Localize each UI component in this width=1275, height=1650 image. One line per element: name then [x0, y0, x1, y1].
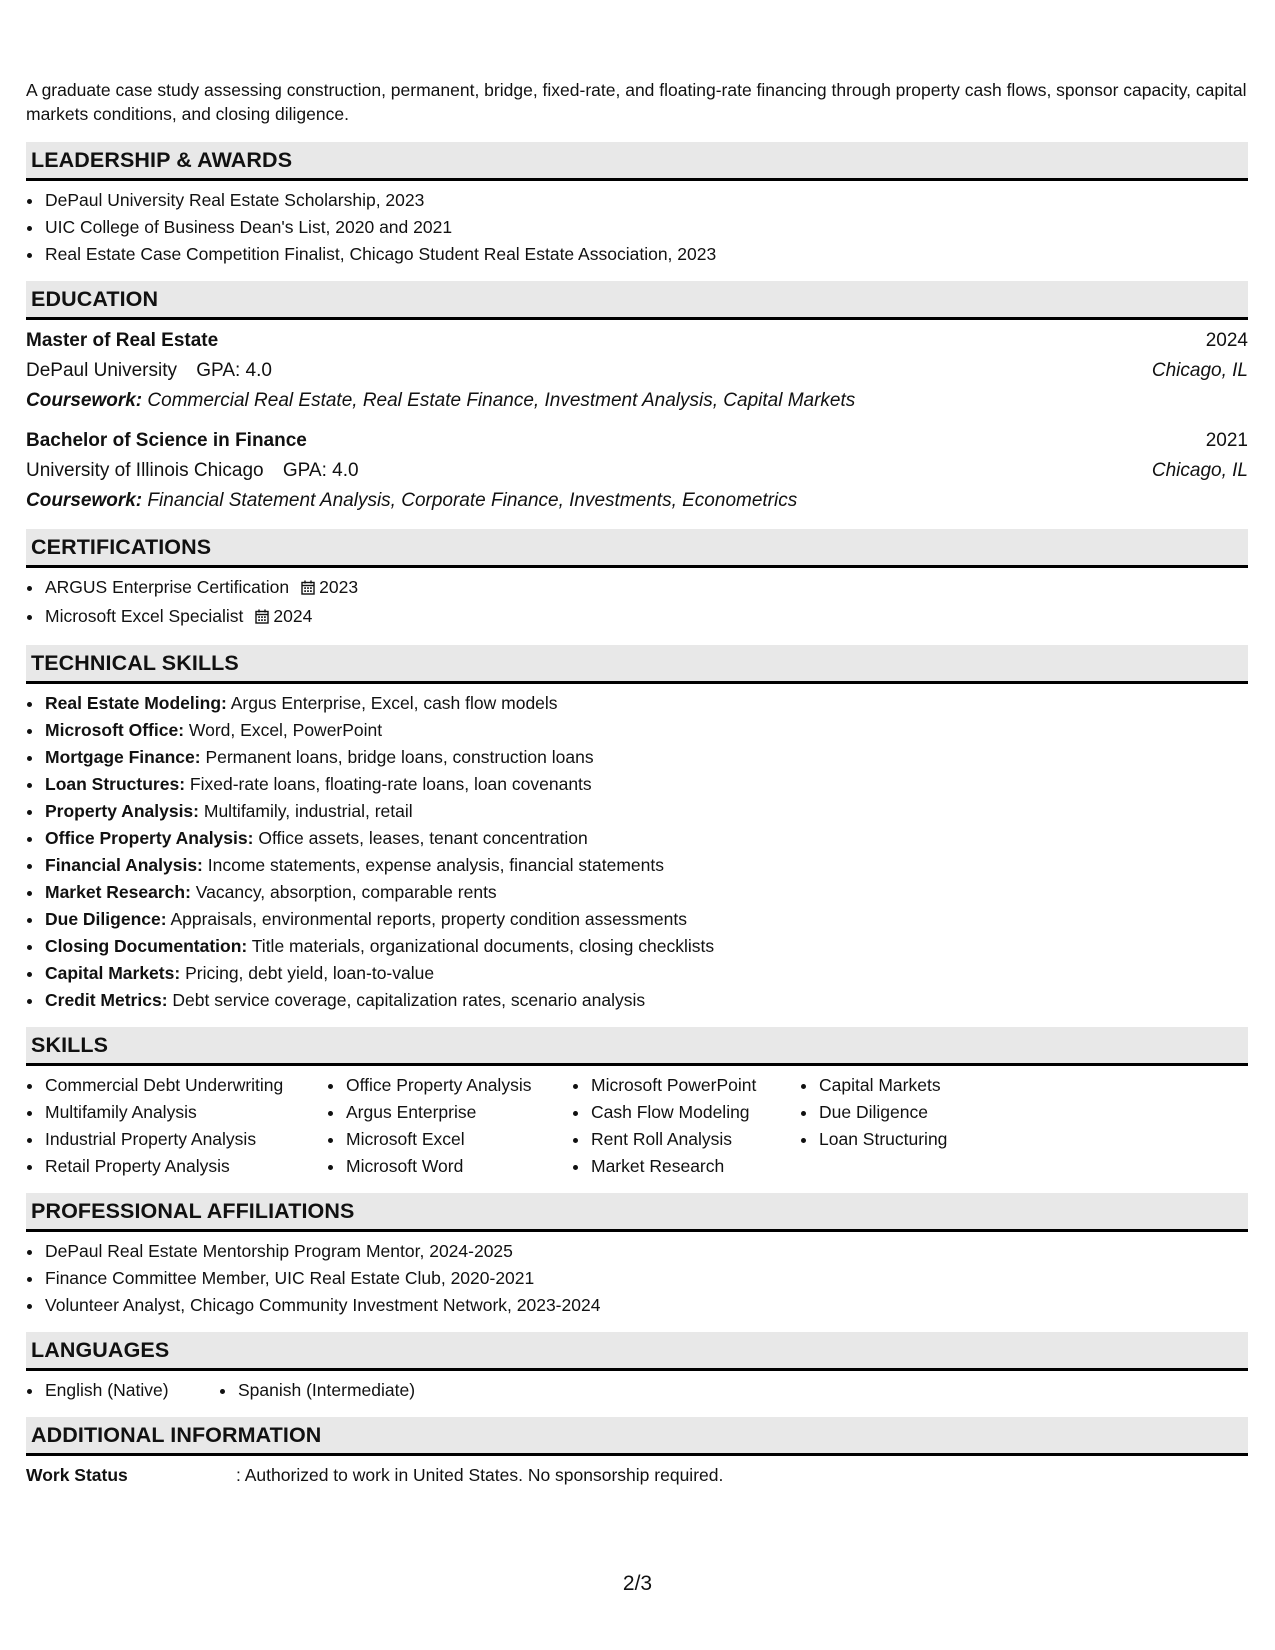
skill-category: Real Estate Modeling: — [45, 693, 227, 713]
language-item: • Spanish (Intermediate) — [237, 1377, 415, 1404]
skill-item: • Argus Enterprise — [345, 1099, 572, 1126]
certification-item — [44, 603, 1248, 632]
skill-item: • Retail Property Analysis — [44, 1153, 327, 1180]
skill-details: Argus Enterprise, Excel, cash flow models — [230, 693, 558, 713]
work-status-label: Work Status — [26, 1465, 128, 1485]
skill-details: Appraisals, environmental reports, property condition assessments — [170, 909, 687, 929]
technical-skill-item — [44, 744, 1248, 771]
skill-category: Property Analysis: — [45, 801, 199, 821]
skill-item: • Office Property Analysis — [345, 1072, 572, 1099]
technical-skill-item — [44, 960, 1248, 987]
resume-page — [26, 78, 1248, 1501]
technical-skill-item — [44, 717, 1248, 744]
skill-category: Financial Analysis: — [45, 855, 203, 875]
work-status-row — [26, 1462, 1248, 1488]
skill-item: • Market Research — [590, 1153, 800, 1180]
languages-section — [26, 1332, 1248, 1404]
certification-name: Microsoft Excel Specialist — [45, 606, 244, 626]
skill-item: • Rent Roll Analysis — [590, 1126, 800, 1153]
section-heading-education: EDUCATION — [26, 281, 1248, 320]
calendar-icon — [255, 605, 269, 632]
skill-category: Credit Metrics: — [45, 990, 168, 1010]
technical-skill-item — [44, 852, 1248, 879]
technical-skill-item — [44, 825, 1248, 852]
skill-category: Mortgage Finance: — [45, 747, 201, 767]
skill-details: Permanent loans, bridge loans, construction loans — [205, 747, 594, 767]
technical-skill-item — [44, 906, 1248, 933]
skill-item: • Microsoft PowerPoint — [590, 1072, 800, 1099]
section-heading-certifications: CERTIFICATIONS — [26, 529, 1248, 568]
skill-category: Loan Structures: — [45, 774, 186, 794]
section-heading-languages: LANGUAGES — [26, 1332, 1248, 1371]
skill-category: Microsoft Office: — [45, 720, 185, 740]
skill-category: Office Property Analysis: — [45, 828, 254, 848]
skill-item: • Commercial Debt Underwriting — [44, 1072, 327, 1099]
language-item: • English (Native) — [44, 1377, 219, 1404]
technical-skills-section — [26, 645, 1248, 1014]
school-location: Chicago, IL — [1151, 460, 1248, 481]
school-name: DePaul University — [26, 360, 177, 381]
certification-year: 2024 — [273, 606, 313, 626]
list-item: • Real Estate Case Competition Finalist, Chicago Student Real Estate Association, 2023 — [44, 241, 1248, 268]
skill-details: Title materials, organizational documents, closing checklists — [251, 936, 715, 956]
certification-name: ARGUS Enterprise Certification — [45, 577, 290, 597]
skill-item: • Microsoft Word — [345, 1153, 572, 1180]
section-heading-leadership: LEADERSHIP & AWARDS — [26, 142, 1248, 181]
leadership-list — [26, 187, 1248, 268]
skill-details: Debt service coverage, capitalization rates, scenario analysis — [172, 990, 646, 1010]
skill-item: • Capital Markets — [818, 1072, 1018, 1099]
list-item: • DePaul University Real Estate Scholarship, 2023 — [44, 187, 1248, 214]
skill-item: • Multifamily Analysis — [44, 1099, 327, 1126]
technical-skill-item — [44, 690, 1248, 717]
skill-item: • Cash Flow Modeling — [590, 1099, 800, 1126]
certification-year: 2023 — [319, 577, 359, 597]
skill-category: Capital Markets: — [45, 963, 181, 983]
skill-item: • Loan Structuring — [818, 1126, 1018, 1153]
skill-category: Market Research: — [45, 882, 191, 902]
education-section — [26, 281, 1248, 516]
skill-item: • Microsoft Excel — [345, 1126, 572, 1153]
skills-column — [26, 1072, 327, 1180]
skill-item: • Due Diligence — [818, 1099, 1018, 1126]
list-item: • Finance Committee Member, UIC Real Estate Club, 2020-2021 — [44, 1265, 1248, 1292]
degree-title: Master of Real Estate — [26, 330, 219, 351]
technical-skill-item — [44, 771, 1248, 798]
degree-title: Bachelor of Science in Finance — [26, 430, 307, 451]
education-entry — [26, 426, 1248, 516]
skill-details: Vacancy, absorption, comparable rents — [195, 882, 497, 902]
skill-details: Office assets, leases, tenant concentration — [258, 828, 588, 848]
affiliations-section — [26, 1193, 1248, 1319]
additional-info-section — [26, 1417, 1248, 1488]
skill-item: • Industrial Property Analysis — [44, 1126, 327, 1153]
skills-grid — [26, 1072, 1248, 1180]
technical-skills-list — [26, 690, 1248, 1014]
coursework-label: Coursework: — [26, 490, 143, 511]
gpa: GPA: 4.0 — [282, 460, 359, 481]
project-description: A graduate case study assessing construction, permanent, bridge, fixed-rate, and floating-rate financing through property cash flows, sponsor capacity, capital markets conditions, and closing diligence. — [26, 80, 1247, 124]
section-heading-affiliations: PROFESSIONAL AFFILIATIONS — [26, 1193, 1248, 1232]
skill-details: Pricing, debt yield, loan-to-value — [185, 963, 435, 983]
technical-skill-item — [44, 987, 1248, 1014]
leadership-section — [26, 142, 1248, 268]
page-number: 2/3 — [622, 1572, 653, 1595]
coursework-list: Commercial Real Estate, Real Estate Finance, Investment Analysis, Capital Markets — [147, 390, 856, 411]
coursework-label: Coursework: — [26, 390, 143, 411]
language-column — [219, 1377, 415, 1404]
education-entry — [26, 326, 1248, 416]
calendar-icon — [301, 576, 315, 603]
gpa: GPA: 4.0 — [196, 360, 272, 381]
skills-column — [800, 1072, 1018, 1180]
coursework — [26, 386, 1248, 416]
graduation-year: 2021 — [1205, 430, 1248, 451]
school-name: University of Illinois Chicago — [26, 460, 264, 481]
skill-details: Fixed-rate loans, floating-rate loans, loan covenants — [189, 774, 592, 794]
skills-column — [327, 1072, 572, 1180]
skills-column — [572, 1072, 800, 1180]
coursework — [26, 486, 1248, 516]
affiliations-list — [26, 1238, 1248, 1319]
skill-details: Word, Excel, PowerPoint — [188, 720, 383, 740]
skill-details: Income statements, expense analysis, financial statements — [207, 855, 664, 875]
list-item: • UIC College of Business Dean's List, 2020 and 2021 — [44, 214, 1248, 241]
language-column — [26, 1377, 219, 1404]
school-location: Chicago, IL — [1151, 360, 1248, 381]
certifications-list — [26, 574, 1248, 632]
technical-skill-item — [44, 879, 1248, 906]
list-item: • DePaul Real Estate Mentorship Program Mentor, 2024-2025 — [44, 1238, 1248, 1265]
section-heading-technical-skills: TECHNICAL SKILLS — [26, 645, 1248, 684]
graduation-year: 2024 — [1205, 330, 1248, 351]
work-status-value: : Authorized to work in United States. No sponsorship required. — [236, 1465, 724, 1485]
section-heading-additional-info: ADDITIONAL INFORMATION — [26, 1417, 1248, 1456]
section-heading-skills: SKILLS — [26, 1027, 1248, 1066]
list-item: • Volunteer Analyst, Chicago Community Investment Network, 2023-2024 — [44, 1292, 1248, 1319]
coursework-list: Financial Statement Analysis, Corporate Finance, Investments, Econometrics — [147, 490, 798, 511]
languages-row — [26, 1377, 1248, 1404]
skill-category: Due Diligence: — [45, 909, 167, 929]
skill-category: Closing Documentation: — [45, 936, 248, 956]
skill-details: Multifamily, industrial, retail — [203, 801, 413, 821]
certifications-section — [26, 529, 1248, 632]
technical-skill-item — [44, 933, 1248, 960]
technical-skill-item — [44, 798, 1248, 825]
skills-section — [26, 1027, 1248, 1180]
certification-item — [44, 574, 1248, 603]
